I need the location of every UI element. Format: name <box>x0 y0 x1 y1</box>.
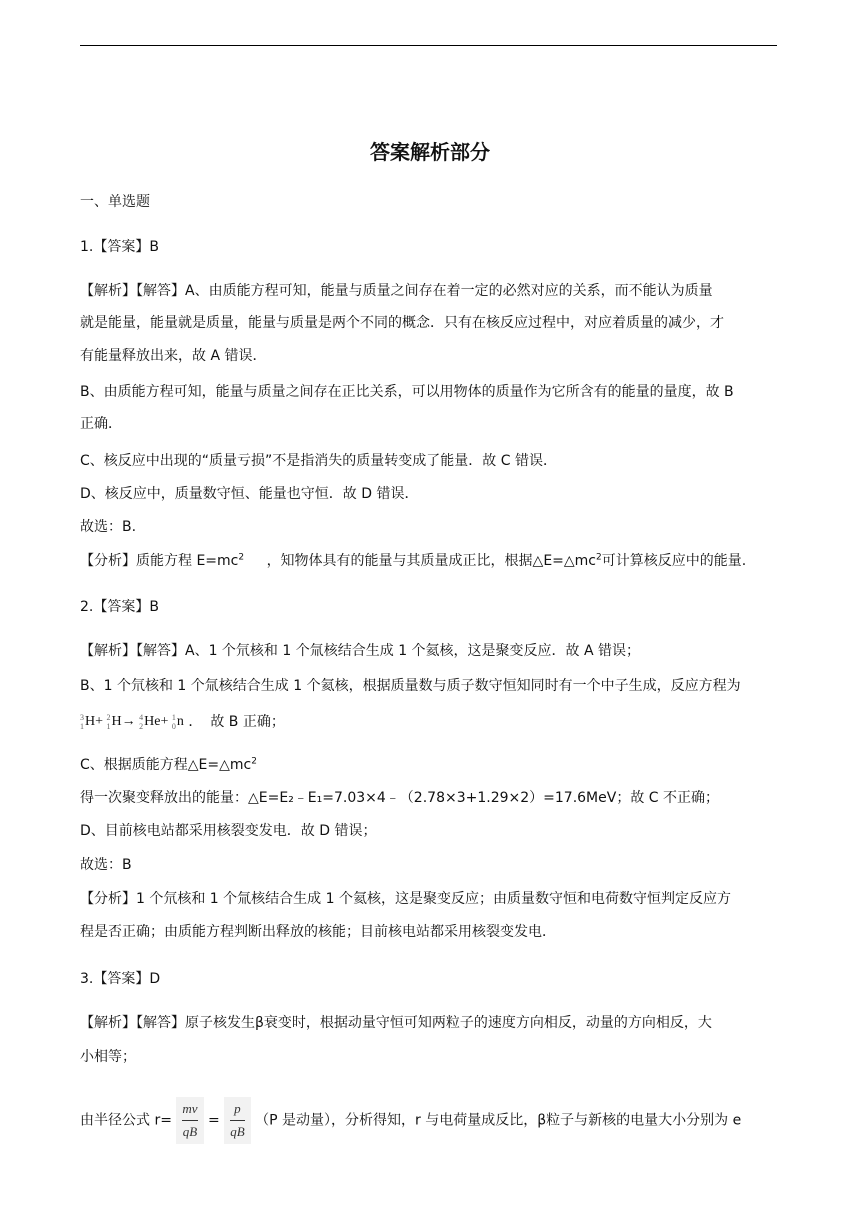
q2-line: B、1 个氘核和 1 个氚核结合生成 1 个氦核，根据质量数与质子数守恒知同时有一个中子生成，反应方程为 <box>80 678 741 694</box>
q2-line: 故选：B <box>80 857 132 873</box>
q2-line: D、目前核电站都采用核裂变发电．故 D 错误； <box>80 823 377 839</box>
header-rule <box>80 45 777 46</box>
q3-radius-formula: 由半径公式 r= $\frac{mv}{qB}$ = $\frac{p}{qB}$ （P 是动量），分析得知，r 与电荷量成反比，β粒子与新核的电量大小分别为 e <box>80 1097 780 1144</box>
q1-line: B、由质能方程可知，能量与质量之间存在正比关系，可以用物体的质量作为它所含有的能量的量度，故 B <box>80 384 734 400</box>
q1-analysis-part: ，知物体具有的能量与其质量成正比，根据△E=△mc <box>266 553 597 569</box>
q1-answer: 1.【答案】B <box>80 239 159 255</box>
q2-line: 【解析】【解答】A、1 个氘核和 1 个氚核结合生成 1 个氦核，这是聚变反应．故 A 错误； <box>80 643 641 659</box>
q3-answer: 3.【答案】D <box>80 971 161 987</box>
q2-line: 得一次聚变释放出的能量：△E=E₂﹣E₁=7.03×4﹣（2.78×3+1.29×2）=17.6MeV；故 C 不正确； <box>80 790 719 806</box>
q1-analysis-part: 【分析】质能方程 E=mc <box>80 553 239 569</box>
q1-line: 就是能量，能量就是质量，能量与质量是两个不同的概念．只有在核反应过程中，对应着质量的减少，才 <box>80 315 724 331</box>
q2-line: 程是否正确；由质能方程判断出释放的核能；目前核电站都采用核裂变发电． <box>80 924 556 940</box>
q1-line: 【解析】【解答】A、由质能方程可知，能量与质量之间存在着一定的必然对应的关系，而不能认为质量 <box>80 283 713 299</box>
fraction-p-over-qb: $\frac{p}{qB}$ <box>224 1097 250 1144</box>
q1-line: 故选：B. <box>80 519 137 535</box>
q2-equation-tail: 故 B 正确； <box>210 714 285 731</box>
nuclear-reaction-equation: 3 1 H+ 2 1 H→ 4 2 He+ 1 0 n <box>80 712 184 731</box>
fraction-mv-over-qb: $\frac{mv}{qB}$ <box>176 1097 203 1144</box>
q2-equation: 3 1 H+ 2 1 H→ 4 2 He+ 1 0 n ． 故 B 正确； <box>80 712 285 731</box>
q2-line: C、根据质能方程$\triangle E=\triangle mc^2$ <box>80 756 257 773</box>
q1-analysis-part: 可计算核反应中的能量. <box>601 553 747 569</box>
q3-line: 【解析】【解答】原子核发生β衰变时，根据动量守恒可知两粒子的速度方向相反，动量的方向相反，大 <box>80 1015 712 1031</box>
q1-line: 有能量释放出来，故 A 错误． <box>80 348 267 364</box>
q1-line: 正确． <box>80 416 122 432</box>
q2-answer: 2.【答案】B <box>80 599 159 615</box>
q3-line: 小相等； <box>80 1049 136 1065</box>
q1-line: C、核反应中出现的“质量亏损”不是指消失的质量转变成了能量．故 C 错误． <box>80 453 557 469</box>
section-heading: 一、单选题 <box>80 194 150 210</box>
q1-analysis: 【分析】质能方程 $E=mc^2$ ，知物体具有的能量与其质量成正比，根据$\triangle E=\triangle mc^2$可计算核反应中的能量. <box>80 552 747 569</box>
q1-line: D、核反应中，质量数守恒、能量也守恒．故 D 错误． <box>80 486 419 502</box>
page-title: 答案解析部分 <box>370 140 490 164</box>
q2-line: 【分析】1 个氘核和 1 个氚核结合生成 1 个氦核，这是聚变反应；由质量数守恒和电荷数守恒判定反应方 <box>80 891 731 907</box>
